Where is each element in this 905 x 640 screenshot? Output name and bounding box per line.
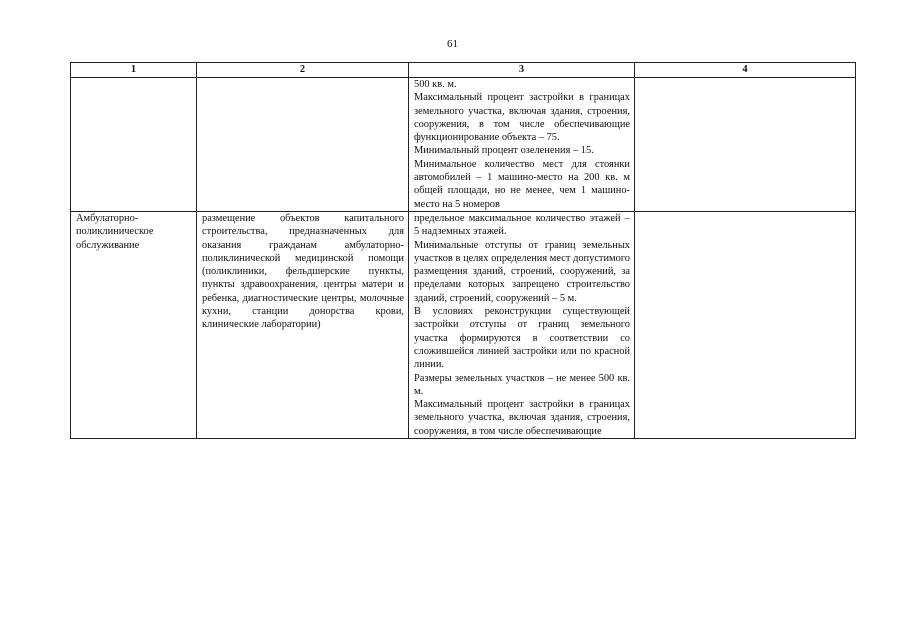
parameters-cell <box>409 211 635 438</box>
column-header-4: 4 <box>635 63 856 78</box>
parameter-text: Размеры земельных участков – не менее 500 кв. м. <box>414 372 630 397</box>
description-text: размещение объектов капитального строительства, предназначенных для оказания гражданам амбулаторно-поликлинической медицинской помощи (поликлиники, фельдшерские пункты, пункты здравоохранения, центры матери и ребенка, диагностические центры, молочные кухни, станции донорства крови, клинические лаборатории) <box>202 212 404 331</box>
column-header-3: 3 <box>409 63 635 78</box>
land-use-type-cell <box>71 211 197 438</box>
description-cell <box>197 78 409 212</box>
table-header <box>71 63 856 78</box>
table-row <box>71 211 856 438</box>
page-number: 61 <box>447 38 458 50</box>
notes-cell <box>635 78 856 212</box>
parameter-text: 500 кв. м. <box>414 79 457 90</box>
column-header-1: 1 <box>71 63 197 78</box>
parameter-text: Минимальное количество мест для стоянки автомобилей – 1 машино-место на 200 кв. м общей площади, но не менее, чем 1 машино-место на 5 номеров <box>414 158 630 210</box>
parameter-text: В условиях реконструкции существующей застройки отступы от границ земельного участка формируются в соответствии со сложившейся линией застройки или по красной линии. <box>414 306 630 371</box>
parameter-text: Минимальные отступы от границ земельных участков в целях определения мест допустимого размещения зданий, строений, сооружений, за пределами которых запрещено строительство зданий, строений, сооружений – 5 м. <box>414 239 630 304</box>
description-cell <box>197 211 409 438</box>
column-header-2: 2 <box>197 63 409 78</box>
parameter-text: предельное максимальное количество этажей – 5 надземных этажей. <box>414 212 630 238</box>
parameters-cell <box>409 78 635 212</box>
zoning-table <box>70 62 856 439</box>
land-use-type-text: Амбулаторно-поликлиническое обслуживание <box>76 212 154 251</box>
parameter-text: Минимальный процент озеленения – 15. <box>414 145 594 157</box>
land-use-type-cell <box>71 78 197 212</box>
parameter-text: Максимальный процент застройки в границах земельного участка, включая здания, строения, сооружения, в том числе обеспечивающие функционирование объекта – 75. <box>414 92 630 144</box>
parameter-text: Максимальный процент застройки в границах земельного участка, включая здания, строения, сооружения, в том числе обеспечивающие <box>414 399 630 437</box>
notes-cell <box>635 211 856 438</box>
table-row <box>71 78 856 212</box>
